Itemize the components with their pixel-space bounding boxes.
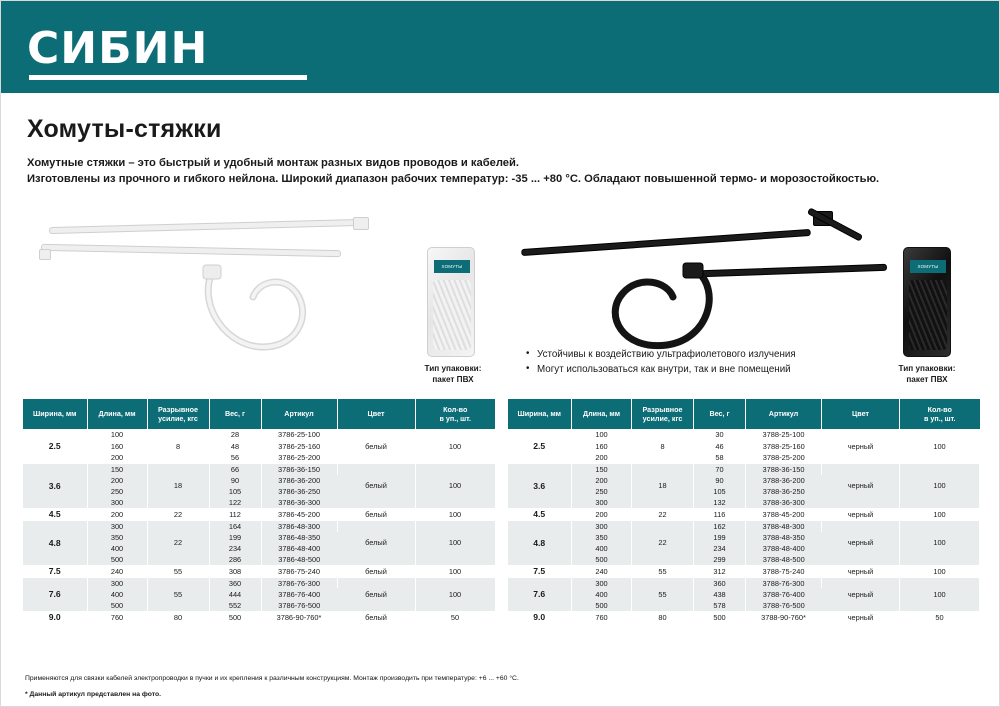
page-subtitle bbox=[27, 155, 982, 187]
cell-weight: 199 bbox=[209, 532, 261, 543]
th-force-line1: Разрывное bbox=[157, 404, 199, 414]
cell-length: 240 bbox=[87, 566, 147, 577]
cable-tie-white-head-2 bbox=[39, 249, 51, 260]
cell-weight: 234 bbox=[694, 543, 746, 554]
th-qty bbox=[415, 399, 495, 429]
cell-color: белый bbox=[337, 463, 415, 509]
cell-color: белый bbox=[337, 509, 415, 520]
th-sku: Артикул bbox=[746, 399, 822, 429]
footnote-photo: * Данный артикул представлен на фото. bbox=[25, 691, 162, 698]
package-black-contents bbox=[909, 280, 947, 350]
cell-width: 4.8 bbox=[23, 520, 87, 566]
cell-sku: 3788-76-500 bbox=[746, 600, 822, 611]
cell-length: 400 bbox=[87, 588, 147, 599]
cell-qty: 100 bbox=[415, 429, 495, 463]
cell-length: 200 bbox=[87, 475, 147, 486]
cell-length: 400 bbox=[87, 543, 147, 554]
cell-force: 55 bbox=[147, 566, 209, 577]
cell-width: 3.6 bbox=[508, 463, 572, 509]
cell-sku: 3786-36-150 bbox=[261, 463, 337, 474]
th-qty-line1: Кол-во bbox=[443, 404, 468, 414]
cell-sku: 3786-25-200 bbox=[261, 452, 337, 463]
cell-width: 7.6 bbox=[23, 577, 87, 611]
cell-color: белый bbox=[337, 611, 415, 622]
cell-sku: 3786-48-500 bbox=[261, 554, 337, 565]
cell-force: 22 bbox=[632, 520, 694, 566]
cable-tie-white-looped bbox=[197, 261, 317, 361]
cell-qty: 100 bbox=[900, 463, 980, 509]
package-white-caption-line1: Тип упаковки: bbox=[424, 364, 482, 373]
cell-length: 500 bbox=[87, 600, 147, 611]
cell-force: 55 bbox=[632, 577, 694, 611]
cell-length: 400 bbox=[572, 588, 632, 599]
page-title: Хомуты-стяжки bbox=[27, 115, 222, 143]
cell-color: черный bbox=[822, 509, 900, 520]
cell-qty: 100 bbox=[900, 509, 980, 520]
cell-width: 4.5 bbox=[23, 509, 87, 520]
cell-length: 200 bbox=[87, 452, 147, 463]
cell-weight: 234 bbox=[209, 543, 261, 554]
cell-sku: 3788-75-240 bbox=[746, 566, 822, 577]
cell-weight: 444 bbox=[209, 588, 261, 599]
cell-length: 350 bbox=[87, 532, 147, 543]
brand-underline bbox=[29, 75, 307, 80]
cell-sku: 3788-90-760* bbox=[746, 611, 822, 622]
cell-weight: 360 bbox=[209, 577, 261, 588]
cell-force: 55 bbox=[147, 577, 209, 611]
package-black-caption bbox=[879, 363, 975, 385]
spec-table-black-body bbox=[508, 429, 980, 623]
package-white-label: ХОМУТЫ bbox=[434, 260, 470, 273]
cell-sku: 3786-90-760* bbox=[261, 611, 337, 622]
cell-length: 250 bbox=[87, 486, 147, 497]
cell-force: 18 bbox=[632, 463, 694, 509]
cell-weight: 48 bbox=[209, 440, 261, 451]
cell-width: 4.5 bbox=[508, 509, 572, 520]
cell-weight: 70 bbox=[694, 463, 746, 474]
cell-sku: 3786-36-300 bbox=[261, 497, 337, 508]
cell-force: 55 bbox=[632, 566, 694, 577]
feature-bullets bbox=[526, 347, 796, 377]
table-row bbox=[508, 577, 980, 588]
cell-length: 500 bbox=[87, 554, 147, 565]
cell-length: 760 bbox=[87, 611, 147, 622]
cell-length: 300 bbox=[87, 577, 147, 588]
cell-length: 200 bbox=[572, 475, 632, 486]
cell-sku: 3788-25-100 bbox=[746, 429, 822, 440]
cell-weight: 66 bbox=[209, 463, 261, 474]
cell-force: 22 bbox=[147, 520, 209, 566]
cell-sku: 3786-76-500 bbox=[261, 600, 337, 611]
package-white-caption bbox=[405, 363, 501, 385]
cell-weight: 56 bbox=[209, 452, 261, 463]
cell-width: 7.5 bbox=[23, 566, 87, 577]
cell-length: 300 bbox=[87, 520, 147, 531]
cell-width: 9.0 bbox=[508, 611, 572, 622]
package-black-caption-line1: Тип упаковки: bbox=[898, 364, 956, 373]
cell-length: 200 bbox=[572, 509, 632, 520]
spec-table-white bbox=[23, 399, 496, 623]
cell-weight: 90 bbox=[694, 475, 746, 486]
looped-tie-black-svg bbox=[597, 257, 727, 357]
cell-qty: 100 bbox=[415, 509, 495, 520]
package-black-label: ХОМУТЫ bbox=[910, 260, 946, 273]
cable-tie-black-long-2 bbox=[701, 264, 887, 277]
table-header-row bbox=[23, 399, 495, 429]
footnotes bbox=[25, 673, 519, 700]
cell-length: 300 bbox=[572, 520, 632, 531]
cell-weight: 46 bbox=[694, 440, 746, 451]
cell-length: 100 bbox=[572, 429, 632, 440]
th-width: Ширина, мм bbox=[508, 399, 572, 429]
cell-weight: 105 bbox=[209, 486, 261, 497]
cell-qty: 100 bbox=[900, 577, 980, 611]
looped-tie-svg bbox=[197, 261, 317, 361]
cell-weight: 90 bbox=[209, 475, 261, 486]
cell-weight: 30 bbox=[694, 429, 746, 440]
cell-length: 500 bbox=[572, 554, 632, 565]
spec-tables bbox=[23, 399, 979, 623]
subtitle-line-1: Хомутные стяжки – это быстрый и удобный монтаж разных видов проводов и кабелей. bbox=[27, 157, 519, 169]
cell-length: 150 bbox=[87, 463, 147, 474]
th-force-line1: Разрывное bbox=[642, 404, 683, 414]
cell-width: 3.6 bbox=[23, 463, 87, 509]
cell-qty: 50 bbox=[415, 611, 495, 622]
th-force-line2: усилие, кгс bbox=[642, 413, 683, 423]
cell-sku: 3786-25-160 bbox=[261, 440, 337, 451]
package-black-caption-line2: пакет ПВХ bbox=[906, 375, 948, 384]
th-length: Длина, мм bbox=[87, 399, 147, 429]
brand-logo: СИБИН bbox=[27, 23, 209, 74]
cell-sku: 3788-36-250 bbox=[746, 486, 822, 497]
th-force-line2: усилие, кгс bbox=[158, 413, 198, 423]
spec-table-white-body bbox=[23, 429, 495, 623]
cell-sku: 3788-76-300 bbox=[746, 577, 822, 588]
cell-length: 400 bbox=[572, 543, 632, 554]
page-header bbox=[1, 1, 999, 93]
package-white-caption-line2: пакет ПВХ bbox=[432, 375, 474, 384]
cell-weight: 360 bbox=[694, 577, 746, 588]
th-force bbox=[632, 399, 694, 429]
th-qty-line2: в уп., шт. bbox=[923, 413, 956, 423]
footnote-usage: Применяются для связки кабелей электропроводки в пучки и их крепления к различным конструкциям. Монтаж производить при температуре: +6 ... +60 °С. bbox=[25, 675, 519, 682]
cell-width: 2.5 bbox=[23, 429, 87, 463]
th-qty-line2: в уп., шт. bbox=[439, 413, 472, 423]
cell-sku: 3788-45-200 bbox=[746, 509, 822, 520]
cell-color: белый bbox=[337, 520, 415, 566]
cell-length: 350 bbox=[572, 532, 632, 543]
spec-table-black bbox=[508, 399, 981, 623]
cell-length: 150 bbox=[572, 463, 632, 474]
table-row bbox=[23, 429, 495, 440]
subtitle-line-2: Изготовлены из прочного и гибкого нейлона. Широкий диапазон рабочих температур: -35 ... +80 °С. Обладают повышенной термо- и морозостойкостью. bbox=[27, 173, 880, 185]
th-weight: Вес, г bbox=[694, 399, 746, 429]
cell-length: 200 bbox=[572, 452, 632, 463]
th-color: Цвет bbox=[822, 399, 900, 429]
cell-width: 2.5 bbox=[508, 429, 572, 463]
th-sku: Артикул bbox=[261, 399, 337, 429]
cell-length: 300 bbox=[572, 577, 632, 588]
cell-sku: 3788-36-300 bbox=[746, 497, 822, 508]
th-qty-line1: Кол-во bbox=[927, 404, 952, 414]
feature-bullet-1: • Устойчивы к воздействию ультрафиолетового излучения bbox=[526, 347, 796, 362]
cell-weight: 162 bbox=[694, 520, 746, 531]
cell-sku: 3788-25-200 bbox=[746, 452, 822, 463]
cell-sku: 3786-48-400 bbox=[261, 543, 337, 554]
cell-weight: 500 bbox=[694, 611, 746, 622]
cell-length: 250 bbox=[572, 486, 632, 497]
cell-weight: 578 bbox=[694, 600, 746, 611]
cell-sku: 3788-48-500 bbox=[746, 554, 822, 565]
cell-force: 22 bbox=[147, 509, 209, 520]
cell-qty: 100 bbox=[900, 429, 980, 463]
cell-sku: 3786-76-300 bbox=[261, 577, 337, 588]
cell-weight: 105 bbox=[694, 486, 746, 497]
package-white bbox=[427, 247, 475, 357]
cell-sku: 3788-76-400 bbox=[746, 588, 822, 599]
cell-color: черный bbox=[822, 577, 900, 611]
cell-weight: 132 bbox=[694, 497, 746, 508]
cell-color: белый bbox=[337, 566, 415, 577]
cell-force: 18 bbox=[147, 463, 209, 509]
cell-qty: 100 bbox=[415, 520, 495, 566]
cell-length: 760 bbox=[572, 611, 632, 622]
cell-sku: 3786-25-100 bbox=[261, 429, 337, 440]
cell-length: 100 bbox=[87, 429, 147, 440]
table-row bbox=[23, 463, 495, 474]
cell-width: 9.0 bbox=[23, 611, 87, 622]
cell-weight: 308 bbox=[209, 566, 261, 577]
cell-sku: 3786-48-350 bbox=[261, 532, 337, 543]
cell-sku: 3786-76-400 bbox=[261, 588, 337, 599]
cell-color: белый bbox=[337, 429, 415, 463]
cell-length: 240 bbox=[572, 566, 632, 577]
cell-sku: 3788-36-200 bbox=[746, 475, 822, 486]
cell-sku: 3788-48-300 bbox=[746, 520, 822, 531]
cell-weight: 500 bbox=[209, 611, 261, 622]
th-color: Цвет bbox=[337, 399, 415, 429]
table-row bbox=[508, 611, 980, 622]
cell-weight: 28 bbox=[209, 429, 261, 440]
cell-weight: 122 bbox=[209, 497, 261, 508]
table-row bbox=[508, 429, 980, 440]
cell-length: 160 bbox=[87, 440, 147, 451]
cell-sku: 3788-25-160 bbox=[746, 440, 822, 451]
th-force bbox=[147, 399, 209, 429]
cell-weight: 552 bbox=[209, 600, 261, 611]
cell-weight: 299 bbox=[694, 554, 746, 565]
cell-qty: 100 bbox=[415, 577, 495, 611]
cell-force: 80 bbox=[147, 611, 209, 622]
table-row bbox=[508, 509, 980, 520]
cell-weight: 116 bbox=[694, 509, 746, 520]
cell-weight: 312 bbox=[694, 566, 746, 577]
cell-force: 22 bbox=[632, 509, 694, 520]
cell-force: 80 bbox=[632, 611, 694, 622]
cell-qty: 100 bbox=[415, 463, 495, 509]
spec-table-white-head bbox=[23, 399, 495, 429]
cell-weight: 112 bbox=[209, 509, 261, 520]
th-weight: Вес, г bbox=[209, 399, 261, 429]
cell-color: черный bbox=[822, 463, 900, 509]
table-row bbox=[23, 509, 495, 520]
cell-qty: 100 bbox=[415, 566, 495, 577]
cell-length: 160 bbox=[572, 440, 632, 451]
table-header-row bbox=[508, 399, 980, 429]
cell-color: белый bbox=[337, 577, 415, 611]
cell-weight: 286 bbox=[209, 554, 261, 565]
th-length: Длина, мм bbox=[572, 399, 632, 429]
cell-sku: 3786-36-250 bbox=[261, 486, 337, 497]
cell-force: 8 bbox=[147, 429, 209, 463]
cell-weight: 438 bbox=[694, 588, 746, 599]
table-row bbox=[23, 577, 495, 588]
th-qty bbox=[900, 399, 980, 429]
table-row bbox=[23, 566, 495, 577]
cell-sku: 3786-48-300 bbox=[261, 520, 337, 531]
cell-color: черный bbox=[822, 520, 900, 566]
package-black bbox=[903, 247, 951, 357]
cell-color: черный bbox=[822, 429, 900, 463]
cell-force: 8 bbox=[632, 429, 694, 463]
table-row bbox=[508, 520, 980, 531]
feature-bullet-2: • Могут использоваться как внутри, так и вне помещений bbox=[526, 362, 796, 377]
cable-tie-white-long-1 bbox=[49, 219, 361, 234]
package-white-contents bbox=[433, 280, 471, 350]
cell-width: 4.8 bbox=[508, 520, 572, 566]
table-row bbox=[508, 463, 980, 474]
cell-qty: 100 bbox=[900, 566, 980, 577]
cable-tie-white-head-1 bbox=[353, 217, 369, 230]
cell-color: черный bbox=[822, 611, 900, 622]
cell-length: 300 bbox=[572, 497, 632, 508]
cable-tie-white-long-2 bbox=[41, 244, 341, 257]
cell-sku: 3786-45-200 bbox=[261, 509, 337, 520]
product-images bbox=[1, 199, 999, 387]
cell-sku: 3788-48-350 bbox=[746, 532, 822, 543]
cell-width: 7.5 bbox=[508, 566, 572, 577]
spec-table-black-head bbox=[508, 399, 980, 429]
cable-tie-black-long-1 bbox=[521, 229, 811, 256]
cell-length: 300 bbox=[87, 497, 147, 508]
cell-sku: 3786-75-240 bbox=[261, 566, 337, 577]
cable-tie-black-looped bbox=[597, 257, 727, 357]
cell-sku: 3788-48-400 bbox=[746, 543, 822, 554]
cell-qty: 100 bbox=[900, 520, 980, 566]
cell-width: 7.6 bbox=[508, 577, 572, 611]
cell-qty: 50 bbox=[900, 611, 980, 622]
cell-length: 500 bbox=[572, 600, 632, 611]
cell-weight: 58 bbox=[694, 452, 746, 463]
cell-sku: 3786-36-200 bbox=[261, 475, 337, 486]
cell-color: черный bbox=[822, 566, 900, 577]
cell-length: 200 bbox=[87, 509, 147, 520]
table-row bbox=[23, 611, 495, 622]
cell-weight: 199 bbox=[694, 532, 746, 543]
table-row bbox=[508, 566, 980, 577]
cell-sku: 3788-36-150 bbox=[746, 463, 822, 474]
th-width: Ширина, мм bbox=[23, 399, 87, 429]
table-row bbox=[23, 520, 495, 531]
cell-weight: 164 bbox=[209, 520, 261, 531]
